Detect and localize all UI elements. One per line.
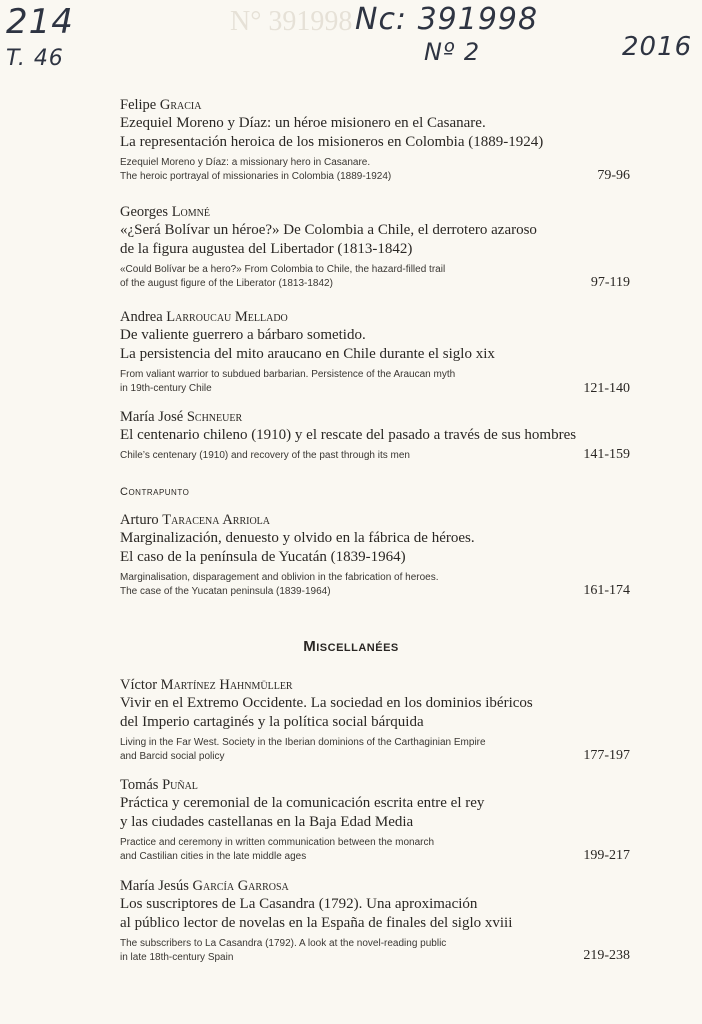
entry-pages: 79-96: [597, 168, 630, 183]
bleed-through-text: N° 391998: [230, 6, 353, 37]
translation-line: The subscribers to La Casandra (1792). A look at the novel-reading public: [120, 938, 447, 949]
entry-author: [120, 511, 640, 529]
entry-translation: [120, 449, 640, 463]
entry-translation: [120, 937, 640, 965]
entry-title: [120, 426, 640, 445]
translation-line: Marginalisation, disparagement and oblivion in the fabrication of heroes.: [120, 572, 439, 583]
translation-line: The case of the Yucatan peninsula (1839-1964): [120, 586, 331, 597]
toc-entry: [120, 203, 640, 291]
toc-entry: [120, 776, 640, 864]
translation-line: and Barcid social policy: [120, 751, 225, 762]
title-line: Ezequiel Moreno y Díaz: un héroe misionero en el Casanare.: [120, 115, 486, 131]
author-last-name: Taracena Arriola: [162, 512, 271, 528]
title-line: y las ciudades castellanas en la Baja Edad Media: [120, 814, 414, 830]
author-first-name: Andrea: [120, 309, 163, 325]
author-last-name: Lomné: [171, 204, 210, 220]
author-first-name: Georges: [120, 204, 169, 220]
entry-title: [120, 529, 640, 567]
translation-line: in late 18th-century Spain: [120, 952, 234, 963]
entry-pages: 97-119: [590, 275, 630, 290]
entry-title: [120, 114, 640, 152]
handwritten-catalog-number: Nc: 391998: [355, 2, 539, 37]
author-first-name: Felipe: [120, 97, 157, 113]
handwritten-note-214: 214: [6, 2, 74, 42]
translation-line: Living in the Far West. Society in the Iberian dominions of the Carthaginian Empire: [120, 737, 486, 748]
entry-title: [120, 794, 640, 832]
author-first-name: María Jesús: [120, 878, 189, 894]
title-line: del Imperio cartaginés y la política social bárquida: [120, 714, 424, 730]
title-line: al público lector de novelas en la España de finales del siglo xviii: [120, 915, 513, 931]
section-label-contrapunto: Contrapunto: [120, 486, 190, 498]
translation-line: Practice and ceremony in written communication between the monarch: [120, 837, 435, 848]
toc-entry: [120, 676, 640, 764]
entry-author: [120, 408, 640, 426]
entry-pages: 161-174: [583, 583, 630, 598]
entry-author: [120, 877, 640, 895]
entry-author: [120, 308, 640, 326]
entry-title: [120, 895, 640, 933]
entry-title: [120, 221, 640, 259]
title-line: El caso de la península de Yucatán (1839-1964): [120, 549, 406, 565]
toc-entry: [120, 877, 640, 965]
entry-translation: [120, 368, 640, 396]
author-last-name: Martínez Hahnmüller: [160, 677, 293, 693]
entry-author: [120, 203, 640, 221]
entry-pages: 199-217: [583, 848, 630, 863]
entry-translation: [120, 571, 640, 599]
translation-line: The heroic portrayal of missionaries in Colombia (1889-1924): [120, 171, 392, 182]
translation-line: «Could Bolívar be a hero?» From Colombia to Chile, the hazard-filled trail: [120, 264, 446, 275]
title-line: de la figura augustea del Libertador (1813-1842): [120, 241, 413, 257]
entry-author: [120, 96, 640, 114]
translation-line: From valiant warrior to subdued barbarian. Persistence of the Araucan myth: [120, 369, 456, 380]
entry-translation: [120, 263, 640, 291]
author-first-name: Víctor: [120, 677, 158, 693]
entry-title: [120, 326, 640, 364]
author-last-name: Gracia: [159, 97, 202, 113]
author-last-name: García Garrosa: [192, 878, 289, 894]
entry-pages: 177-197: [583, 748, 630, 763]
title-line: La representación heroica de los misioneros en Colombia (1889-1924): [120, 134, 544, 150]
title-line: «¿Será Bolívar un héroe?» De Colombia a Chile, el derrotero azaroso: [120, 222, 537, 238]
translation-line: Chile’s centenary (1910) and recovery of the past through its men: [120, 450, 410, 461]
translation-line: Ezequiel Moreno y Díaz: a missionary hero in Casanare.: [120, 157, 371, 168]
entry-translation: [120, 836, 640, 864]
toc-entry: [120, 308, 640, 396]
entry-author: [120, 676, 640, 694]
entry-translation: [120, 156, 640, 184]
author-last-name: Schneuer: [186, 409, 243, 425]
handwritten-note-t46: T. 46: [6, 46, 64, 71]
toc-entry: [120, 511, 640, 599]
author-first-name: Arturo: [120, 512, 159, 528]
entry-pages: 141-159: [583, 447, 630, 462]
section-heading-miscellanees: Miscellanées: [303, 638, 399, 655]
handwritten-year: 2016: [622, 32, 693, 62]
title-line: Práctica y ceremonial de la comunicación escrita entre el rey: [120, 795, 485, 811]
translation-line: of the august figure of the Liberator (1813-1842): [120, 278, 333, 289]
author-first-name: María José: [120, 409, 184, 425]
entry-pages: 121-140: [583, 381, 630, 396]
entry-title: [120, 694, 640, 732]
title-line: El centenario chileno (1910) y el rescate del pasado a través de sus hombres: [120, 427, 577, 443]
title-line: De valiente guerrero a bárbaro sometido.: [120, 327, 366, 343]
title-line: Los suscriptores de La Casandra (1792). Una aproximación: [120, 896, 478, 912]
toc-entry: [120, 408, 640, 463]
handwritten-issue-number: Nº 2: [424, 38, 481, 66]
translation-line: in 19th-century Chile: [120, 383, 212, 394]
author-last-name: Puñal: [162, 777, 198, 793]
translation-line: and Castilian cities in the late middle ages: [120, 851, 307, 862]
title-line: Marginalización, denuesto y olvido en la fábrica de héroes.: [120, 530, 475, 546]
toc-entry: [120, 96, 640, 184]
author-last-name: Larroucau Mellado: [166, 309, 288, 325]
title-line: Vivir en el Extremo Occidente. La sociedad en los dominios ibéricos: [120, 695, 533, 711]
entry-author: [120, 776, 640, 794]
entry-pages: 219-238: [583, 948, 630, 963]
author-first-name: Tomás: [120, 777, 159, 793]
entry-translation: [120, 736, 640, 764]
title-line: La persistencia del mito araucano en Chile durante el siglo xix: [120, 346, 495, 362]
